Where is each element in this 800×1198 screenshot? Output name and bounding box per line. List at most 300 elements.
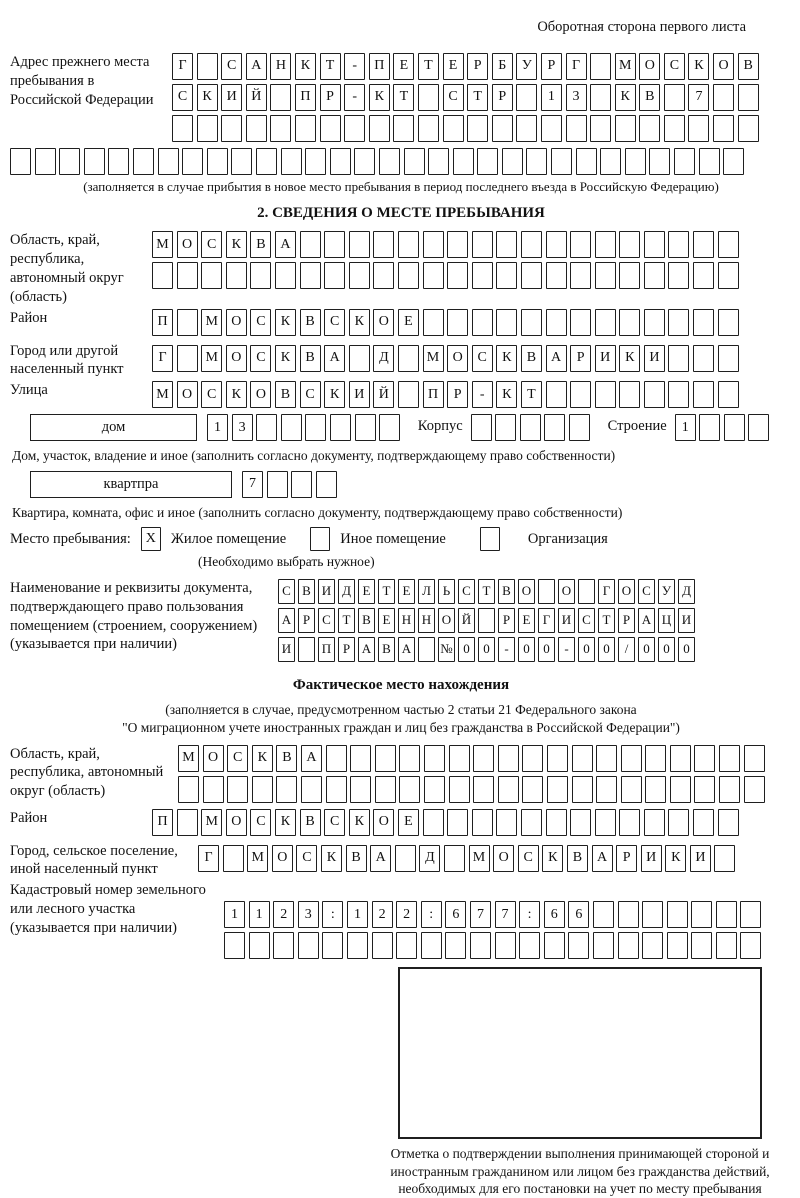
- char-box: [223, 845, 244, 872]
- char-box: [273, 932, 294, 959]
- char-box: С: [578, 608, 595, 633]
- char-box: [182, 148, 203, 175]
- char-box: [595, 262, 616, 289]
- char-box: [372, 932, 393, 959]
- field-document: [10, 579, 792, 666]
- char-box: [350, 776, 371, 803]
- char-box: [256, 414, 277, 441]
- char-box: [615, 115, 636, 142]
- factual-title: Фактическое место нахождения: [292, 676, 510, 693]
- char-box: 6: [568, 901, 589, 928]
- char-box: 7: [495, 901, 516, 928]
- char-box: 3: [232, 414, 253, 441]
- char-box: [133, 148, 154, 175]
- char-box: [546, 309, 567, 336]
- char-box: Е: [518, 608, 535, 633]
- char-box: Ь: [438, 579, 455, 604]
- char-box: [373, 231, 394, 258]
- char-box: Е: [358, 579, 375, 604]
- field-rayon: [10, 309, 792, 340]
- char-box: [572, 745, 593, 772]
- char-box: [354, 148, 375, 175]
- char-box: [398, 345, 419, 372]
- char-box: [177, 262, 198, 289]
- char-box: [398, 262, 419, 289]
- char-box: [404, 148, 425, 175]
- char-box: 1: [249, 901, 270, 928]
- char-box: [618, 901, 639, 928]
- char-box: [375, 745, 396, 772]
- char-box: Н: [418, 608, 435, 633]
- char-box: С: [664, 53, 685, 80]
- char-box: [544, 414, 565, 441]
- char-box: [699, 148, 720, 175]
- char-box: [423, 809, 444, 836]
- char-box: К: [252, 745, 273, 772]
- char-box: [498, 745, 519, 772]
- char-box: 2: [396, 901, 417, 928]
- char-box: [713, 84, 734, 111]
- stamp-area: [398, 967, 762, 1139]
- char-box: К: [295, 53, 316, 80]
- char-box: К: [496, 381, 517, 408]
- korpus-label: Корпус: [417, 418, 463, 435]
- char-box: [305, 148, 326, 175]
- char-box: [496, 309, 517, 336]
- stroenie-label: Строение: [607, 418, 667, 435]
- char-box: [473, 776, 494, 803]
- mesto-note: (Необходимо выбрать нужное): [198, 554, 375, 570]
- kvartira-note: Квартира, комната, офис и иное (заполнить согласно документу, подтверждающему право собственности): [12, 504, 623, 520]
- char-box: [496, 262, 517, 289]
- char-box: 0: [478, 637, 495, 662]
- char-box: Т: [393, 84, 414, 111]
- char-box: [300, 262, 321, 289]
- char-box: О: [493, 845, 514, 872]
- char-box: [472, 309, 493, 336]
- char-box: В: [275, 381, 296, 408]
- char-box: [644, 809, 665, 836]
- char-box: А: [278, 608, 295, 633]
- char-box: О: [272, 845, 293, 872]
- char-box: А: [546, 345, 567, 372]
- char-box: [718, 381, 739, 408]
- char-box: 7: [470, 901, 491, 928]
- char-box: [748, 414, 769, 441]
- char-box: [716, 901, 737, 928]
- korpus-cells: [471, 414, 594, 441]
- char-box: [35, 148, 56, 175]
- char-box: -: [498, 637, 515, 662]
- char-box: Е: [398, 809, 419, 836]
- char-box: [396, 932, 417, 959]
- char-box: 3: [298, 901, 319, 928]
- char-box: [347, 932, 368, 959]
- char-box: [324, 262, 345, 289]
- char-box: С: [324, 309, 345, 336]
- char-box: С: [318, 608, 335, 633]
- char-box: 0: [538, 637, 555, 662]
- char-box: [546, 381, 567, 408]
- char-box: [301, 776, 322, 803]
- field-ulitsa: [10, 381, 792, 412]
- document-row-1: [278, 579, 792, 604]
- document-label: Наименование и реквизиты документа, подтверждающего право пользования помещением (строением, сооружением) (указывается при наличии): [10, 579, 258, 653]
- field-dom: [10, 414, 792, 445]
- char-box: [300, 231, 321, 258]
- char-box: [570, 381, 591, 408]
- char-box: [250, 262, 271, 289]
- char-box: С: [300, 381, 321, 408]
- char-box: [522, 776, 543, 803]
- char-box: [668, 262, 689, 289]
- char-box: Т: [467, 84, 488, 111]
- char-box: [428, 148, 449, 175]
- char-box: 0: [458, 637, 475, 662]
- char-box: [541, 115, 562, 142]
- char-box: [275, 262, 296, 289]
- char-box: А: [592, 845, 613, 872]
- factual-oblast-label: Область, край, республика, автономный округ (область): [10, 745, 164, 800]
- char-box: [621, 776, 642, 803]
- char-box: Т: [521, 381, 542, 408]
- char-box: С: [201, 381, 222, 408]
- field-mesto-prebyvaniya: [10, 527, 792, 551]
- char-box: Р: [541, 53, 562, 80]
- char-box: [423, 231, 444, 258]
- char-box: [551, 148, 572, 175]
- char-box: [471, 414, 492, 441]
- option-organizatsiya-label: Организация: [527, 530, 608, 547]
- char-box: И: [558, 608, 575, 633]
- char-box: [744, 745, 765, 772]
- char-box: [467, 115, 488, 142]
- char-box: [418, 115, 439, 142]
- char-box: [492, 115, 513, 142]
- char-box: [600, 148, 621, 175]
- char-box: [224, 932, 245, 959]
- char-box: Л: [418, 579, 435, 604]
- char-box: С: [458, 579, 475, 604]
- char-box: О: [177, 381, 198, 408]
- char-box: И: [318, 579, 335, 604]
- field-factual-rayon: [10, 809, 792, 840]
- char-box: [369, 115, 390, 142]
- char-box: 0: [638, 637, 655, 662]
- char-box: М: [247, 845, 268, 872]
- char-box: 0: [598, 637, 615, 662]
- char-box: [642, 901, 663, 928]
- char-box: Т: [320, 53, 341, 80]
- char-box: С: [250, 309, 271, 336]
- char-box: [693, 231, 714, 258]
- char-box: [249, 932, 270, 959]
- char-box: [538, 579, 555, 604]
- char-box: [502, 148, 523, 175]
- factual-note-2: "О миграционном учете иностранных граждан и лиц без гражданства в Российской Федерации"): [122, 719, 680, 735]
- char-box: А: [398, 637, 415, 662]
- char-box: Р: [447, 381, 468, 408]
- char-box: [305, 414, 326, 441]
- char-box: [619, 231, 640, 258]
- char-box: [718, 809, 739, 836]
- char-box: [668, 809, 689, 836]
- char-box: К: [321, 845, 342, 872]
- kadastr-row-1: [224, 901, 792, 928]
- char-box: К: [324, 381, 345, 408]
- char-box: [740, 901, 761, 928]
- char-box: И: [644, 345, 665, 372]
- char-box: [645, 745, 666, 772]
- rayon-label: Район: [10, 309, 48, 326]
- char-box: М: [201, 809, 222, 836]
- char-box: 6: [445, 901, 466, 928]
- char-box: Е: [398, 579, 415, 604]
- char-box: [590, 53, 611, 80]
- char-box: [177, 345, 198, 372]
- char-box: [744, 776, 765, 803]
- char-box: [449, 745, 470, 772]
- char-box: [570, 262, 591, 289]
- factual-note-1: (заполняется в случае, предусмотренном частью 2 статьи 21 Федерального закона: [165, 702, 637, 718]
- char-box: [519, 932, 540, 959]
- char-box: 2: [273, 901, 294, 928]
- char-box: [227, 776, 248, 803]
- char-box: [619, 381, 640, 408]
- char-box: [330, 148, 351, 175]
- char-box: :: [421, 901, 442, 928]
- char-box: [108, 148, 129, 175]
- char-box: М: [201, 309, 222, 336]
- char-box: [664, 115, 685, 142]
- char-box: В: [276, 745, 297, 772]
- char-box: У: [658, 579, 675, 604]
- char-box: [395, 845, 416, 872]
- gorod-label: Город или другой населенный пункт: [10, 342, 124, 378]
- char-box: [578, 579, 595, 604]
- char-box: [231, 148, 252, 175]
- char-box: А: [301, 745, 322, 772]
- char-box: И: [595, 345, 616, 372]
- char-box: Г: [152, 345, 173, 372]
- char-box: [276, 776, 297, 803]
- char-box: В: [300, 345, 321, 372]
- char-box: [719, 745, 740, 772]
- char-box: [546, 262, 567, 289]
- char-box: [10, 148, 31, 175]
- char-box: [59, 148, 80, 175]
- char-box: [670, 776, 691, 803]
- option-inoe-label: Иное помещение: [340, 530, 446, 547]
- char-box: С: [443, 84, 464, 111]
- char-box: [644, 309, 665, 336]
- char-box: 0: [578, 637, 595, 662]
- checkbox-inoe-pomeshchenie: [310, 527, 330, 551]
- char-box: П: [369, 53, 390, 80]
- char-box: О: [203, 745, 224, 772]
- field-factual-gorod: [10, 842, 792, 880]
- char-box: 0: [678, 637, 695, 662]
- char-box: О: [373, 309, 394, 336]
- prev-address-row-3: [172, 115, 792, 142]
- char-box: О: [177, 231, 198, 258]
- char-box: [723, 148, 744, 175]
- char-box: Г: [172, 53, 193, 80]
- char-box: О: [438, 608, 455, 633]
- char-box: [495, 932, 516, 959]
- char-box: [595, 381, 616, 408]
- char-box: [740, 932, 761, 959]
- rayon-row: [152, 309, 742, 336]
- char-box: -: [472, 381, 493, 408]
- char-box: [644, 381, 665, 408]
- char-box: [320, 115, 341, 142]
- char-box: [576, 148, 597, 175]
- char-box: [326, 776, 347, 803]
- char-box: А: [358, 637, 375, 662]
- char-box: [496, 809, 517, 836]
- char-box: [668, 345, 689, 372]
- char-box: Ц: [658, 608, 675, 633]
- char-box: И: [221, 84, 242, 111]
- char-box: [477, 148, 498, 175]
- char-box: [178, 776, 199, 803]
- field-oblast: [10, 231, 792, 306]
- char-box: [444, 845, 465, 872]
- char-box: Г: [598, 579, 615, 604]
- char-box: [521, 231, 542, 258]
- char-box: [595, 809, 616, 836]
- char-box: [322, 932, 343, 959]
- char-box: С: [278, 579, 295, 604]
- char-box: [522, 745, 543, 772]
- char-box: [495, 414, 516, 441]
- char-box: -: [558, 637, 575, 662]
- char-box: [379, 414, 400, 441]
- char-box: [298, 637, 315, 662]
- char-box: Е: [393, 53, 414, 80]
- char-box: И: [641, 845, 662, 872]
- char-box: [424, 745, 445, 772]
- char-box: [618, 932, 639, 959]
- char-box: Р: [570, 345, 591, 372]
- char-box: Р: [616, 845, 637, 872]
- char-box: [447, 309, 468, 336]
- char-box: В: [300, 309, 321, 336]
- char-box: О: [226, 309, 247, 336]
- char-box: К: [275, 809, 296, 836]
- char-box: И: [349, 381, 370, 408]
- char-box: [566, 115, 587, 142]
- char-box: [326, 745, 347, 772]
- char-box: :: [322, 901, 343, 928]
- char-box: С: [172, 84, 193, 111]
- char-box: [568, 932, 589, 959]
- char-box: О: [713, 53, 734, 80]
- char-box: [718, 262, 739, 289]
- char-box: [714, 845, 735, 872]
- char-box: [526, 148, 547, 175]
- char-box: [447, 809, 468, 836]
- char-box: О: [226, 345, 247, 372]
- char-box: 1: [224, 901, 245, 928]
- char-box: Д: [419, 845, 440, 872]
- char-box: 7: [242, 471, 263, 498]
- char-box: [521, 309, 542, 336]
- page-header-note: Оборотная сторона первого листа: [537, 19, 746, 35]
- char-box: [447, 231, 468, 258]
- char-box: [596, 776, 617, 803]
- char-box: С: [296, 845, 317, 872]
- char-box: [693, 345, 714, 372]
- char-box: С: [227, 745, 248, 772]
- stroenie-cells: [675, 414, 773, 441]
- char-box: [691, 901, 712, 928]
- kvartira-cells: [242, 471, 340, 498]
- oblast-label: Область, край, республика, автономный округ (область): [10, 232, 124, 305]
- prev-address-note: (заполняется в случае прибытия в новое место пребывания в период последнего въезда в Российскую Федерацию): [83, 178, 719, 194]
- char-box: М: [423, 345, 444, 372]
- char-box: Г: [538, 608, 555, 633]
- field-factual-oblast: [10, 745, 792, 807]
- char-box: О: [518, 579, 535, 604]
- char-box: Г: [566, 53, 587, 80]
- char-box: [330, 414, 351, 441]
- char-box: [590, 84, 611, 111]
- char-box: К: [615, 84, 636, 111]
- char-box: Й: [458, 608, 475, 633]
- char-box: Р: [618, 608, 635, 633]
- char-box: [718, 231, 739, 258]
- char-box: К: [226, 381, 247, 408]
- char-box: [667, 932, 688, 959]
- char-box: [619, 809, 640, 836]
- char-box: [421, 932, 442, 959]
- char-box: К: [369, 84, 390, 111]
- char-box: [693, 309, 714, 336]
- char-box: [281, 148, 302, 175]
- char-box: В: [298, 579, 315, 604]
- char-box: [649, 148, 670, 175]
- char-box: [349, 262, 370, 289]
- oblast-row-2: [152, 262, 792, 289]
- char-box: [694, 745, 715, 772]
- char-box: В: [358, 608, 375, 633]
- char-box: 1: [675, 414, 696, 441]
- char-box: [472, 231, 493, 258]
- char-box: М: [201, 345, 222, 372]
- char-box: Н: [398, 608, 415, 633]
- char-box: Н: [270, 53, 291, 80]
- char-box: О: [447, 345, 468, 372]
- char-box: Р: [298, 608, 315, 633]
- char-box: [569, 414, 590, 441]
- char-box: Т: [598, 608, 615, 633]
- char-box: Р: [320, 84, 341, 111]
- char-box: [593, 932, 614, 959]
- factual-gorod-row: [198, 845, 739, 872]
- char-box: П: [318, 637, 335, 662]
- section2-title: 2. СВЕДЕНИЯ О МЕСТЕ ПРЕБЫВАНИЯ: [257, 204, 545, 221]
- char-box: О: [226, 809, 247, 836]
- char-box: [472, 262, 493, 289]
- char-box: Р: [492, 84, 513, 111]
- char-box: С: [518, 845, 539, 872]
- option-zhiloe-label: Жилое помещение: [170, 530, 287, 547]
- char-box: К: [542, 845, 563, 872]
- char-box: [424, 776, 445, 803]
- char-box: [267, 471, 288, 498]
